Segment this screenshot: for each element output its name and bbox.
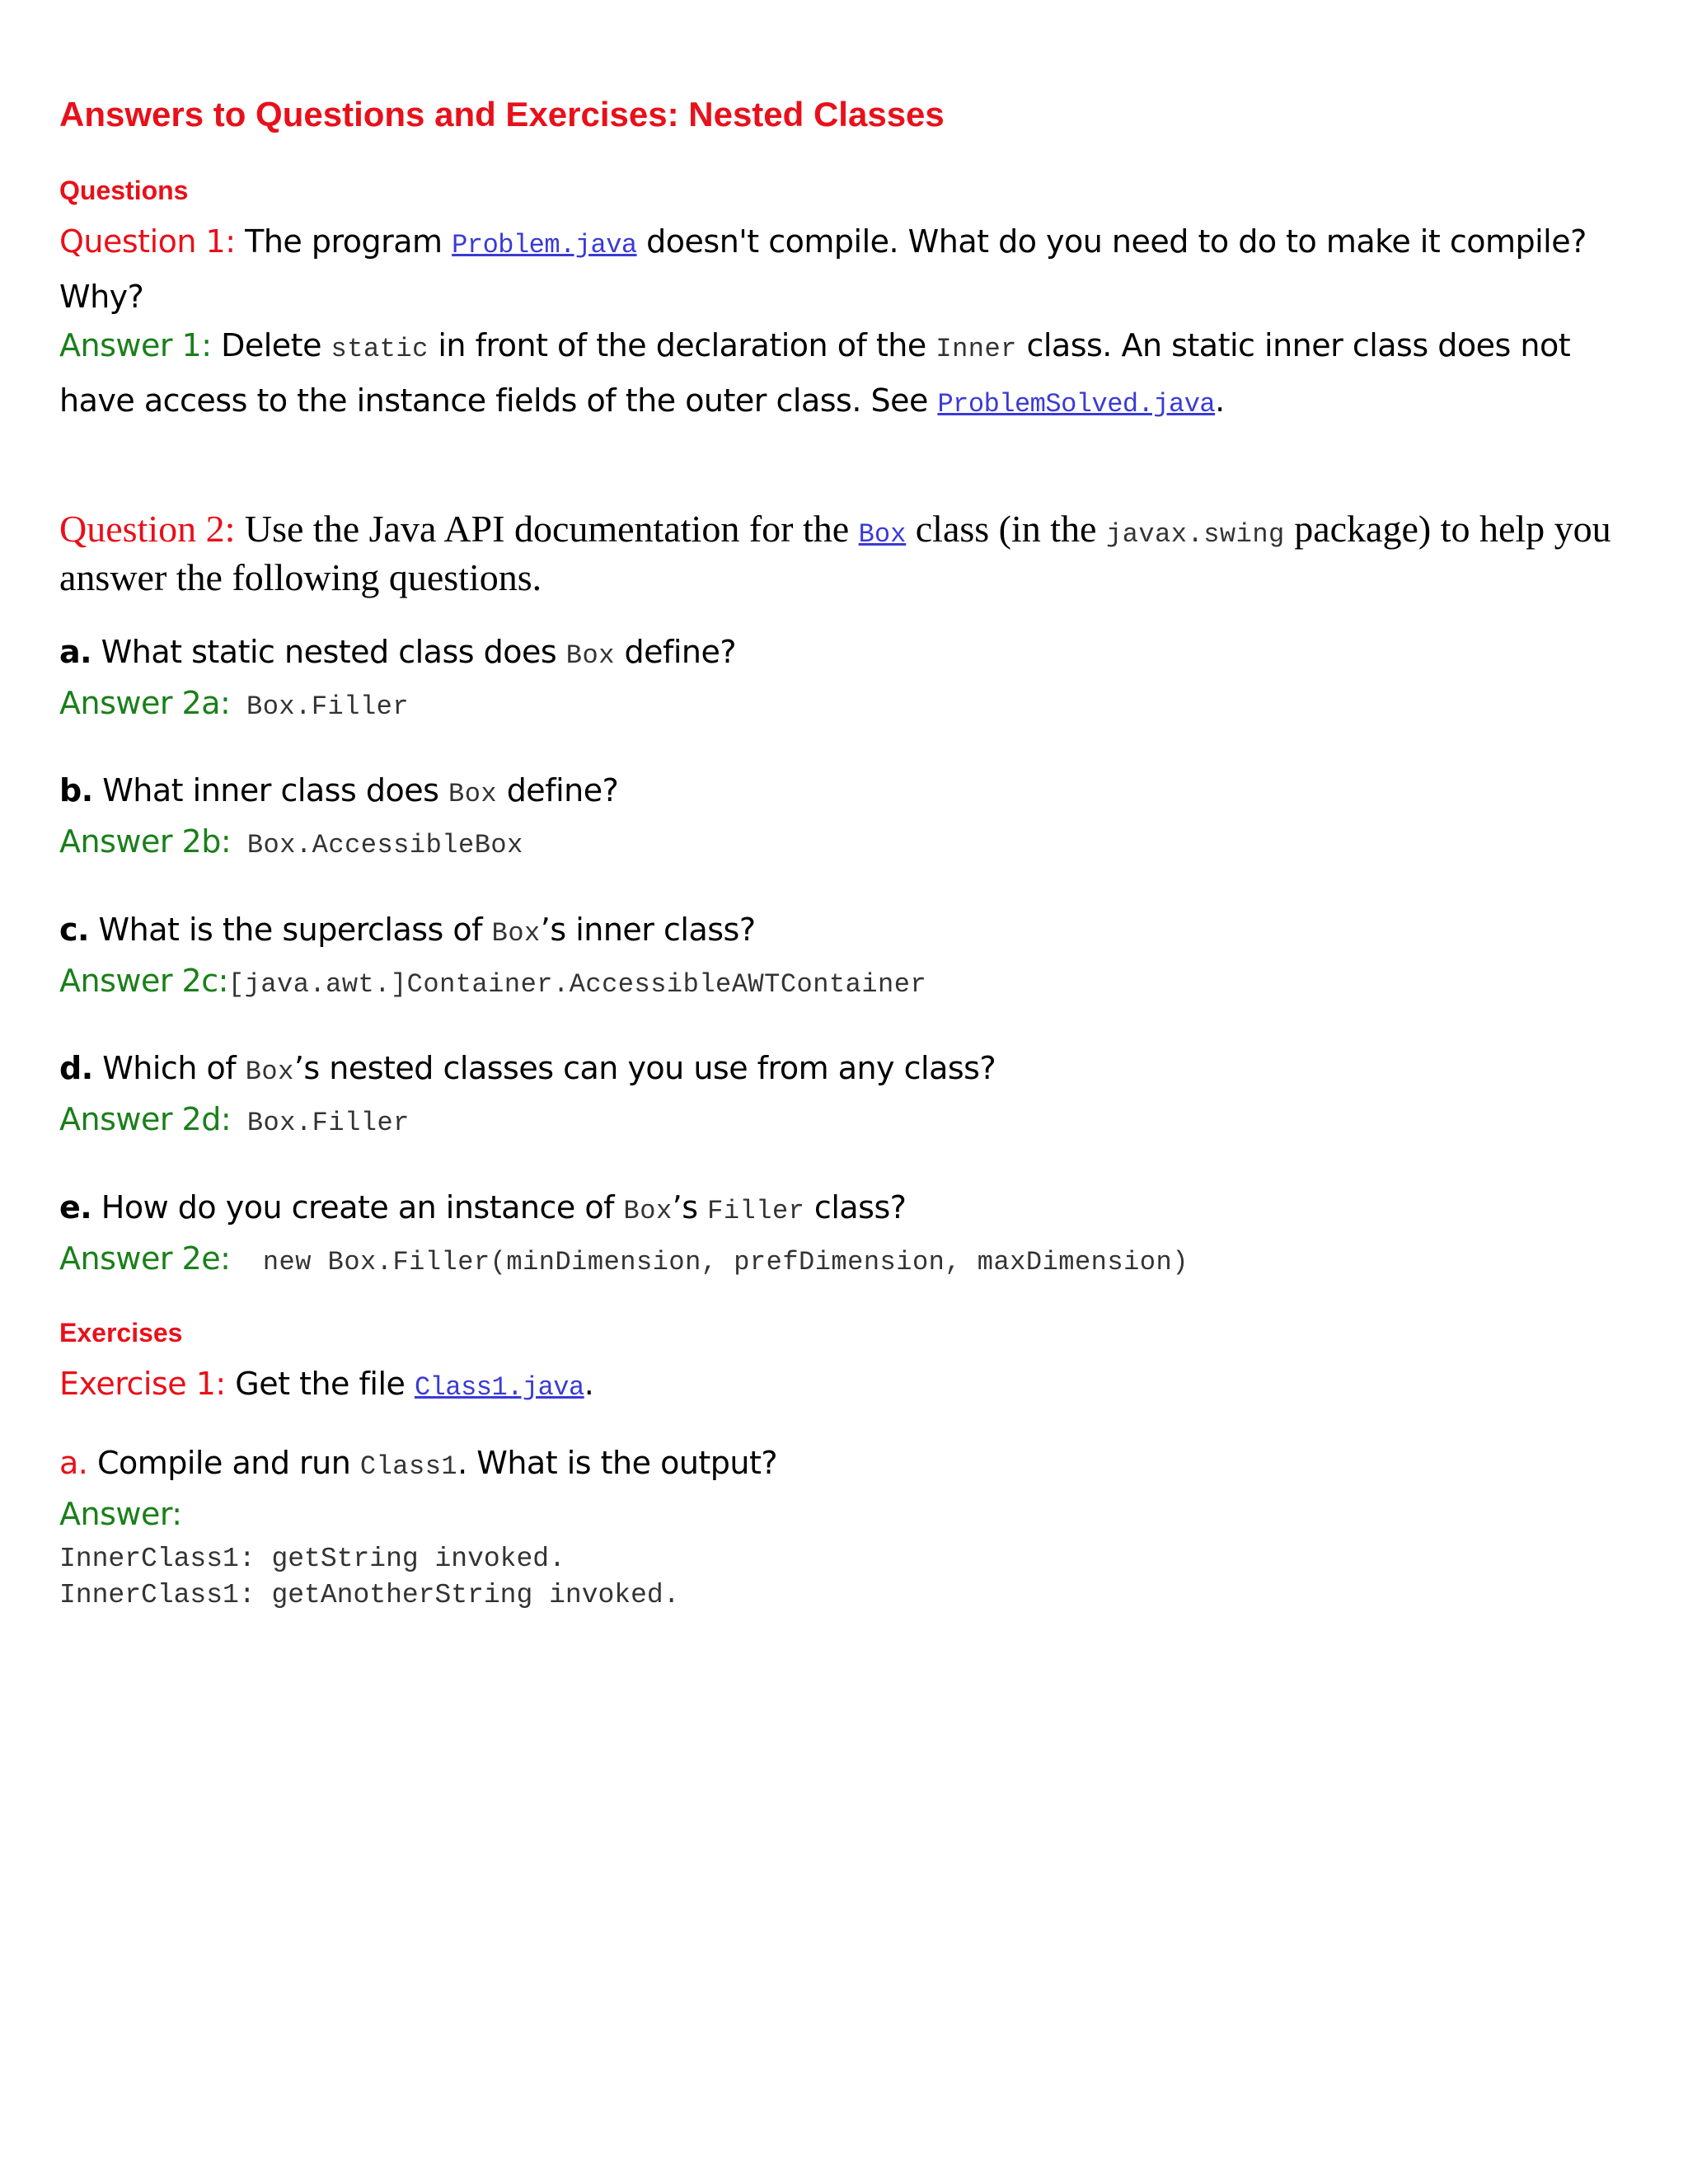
answer-2a-code: Box.Filler xyxy=(230,691,410,722)
answer-2b xyxy=(59,816,1629,871)
code-inner: Inner xyxy=(935,334,1017,364)
code-box: Box xyxy=(491,918,541,949)
answer-2e xyxy=(59,1233,1629,1288)
question-1 xyxy=(59,216,1629,323)
question-1-label: Question 1: xyxy=(59,223,236,260)
answer-2d-label: Answer 2d: xyxy=(59,1101,232,1137)
code-box: Box xyxy=(245,1057,294,1087)
question-2e-letter: e. xyxy=(59,1189,92,1226)
question-2-label: Question 2: xyxy=(59,508,236,550)
output-line: InnerClass1: getString invoked. xyxy=(59,1544,565,1574)
code-box: Box xyxy=(623,1196,673,1226)
exercise-1a-letter: a. xyxy=(59,1445,88,1481)
question-1-text-cont: doesn't compile. What do you need to do to make it compile? Why? xyxy=(59,223,1587,315)
answer-2d xyxy=(59,1094,1629,1149)
code-box: Box xyxy=(565,640,615,671)
question-2c xyxy=(59,904,1629,959)
answer-1-text: Delete xyxy=(211,327,331,363)
question-2e-text-c: class? xyxy=(804,1189,907,1226)
code-box: Box xyxy=(448,779,498,809)
answer-2a-label: Answer 2a: xyxy=(59,685,231,721)
question-2-text-c: package) to help you answer the following questions. xyxy=(59,508,1611,598)
question-2a xyxy=(59,626,1629,682)
question-2b-text: What inner class does xyxy=(92,772,448,808)
question-2 xyxy=(59,508,1629,599)
question-2e-text-b: ’s xyxy=(672,1189,708,1226)
code-filler: Filler xyxy=(707,1196,805,1226)
question-2c-letter: c. xyxy=(59,912,89,948)
program-output xyxy=(59,1541,1629,1614)
question-2b-letter: b. xyxy=(59,772,93,808)
box-link[interactable]: Box xyxy=(858,519,907,550)
question-2d-text-b: ’s nested classes can you use from any class? xyxy=(293,1050,996,1086)
exercise-1a-text-b: . What is the output? xyxy=(457,1445,778,1481)
answer-2c xyxy=(59,955,1629,1010)
question-2a-text-b: define? xyxy=(614,634,737,670)
answer-2c-code: [java.awt.]Container.AccessibleAWTContainer xyxy=(227,969,927,1000)
exercise-1a xyxy=(59,1437,1629,1493)
exercises-heading: Exercises xyxy=(59,1318,183,1347)
answer-2b-label: Answer 2b: xyxy=(59,823,232,860)
questions-heading: Questions xyxy=(59,176,189,205)
question-2-text-b: class (in the xyxy=(906,508,1106,550)
exercise-1-text-b: . xyxy=(584,1366,594,1402)
exercise-1a-answer xyxy=(59,1488,1629,1540)
question-2a-letter: a. xyxy=(59,634,92,670)
answer-2c-label: Answer 2c: xyxy=(59,963,228,999)
answer-2e-code: new Box.Filler(minDimension, prefDimension, maxDimension) xyxy=(230,1247,1189,1277)
question-2d xyxy=(59,1043,1629,1098)
question-1-text: The program xyxy=(235,223,452,260)
exercise-1-label: Exercise 1: xyxy=(59,1366,226,1402)
answer-2e-label: Answer 2e: xyxy=(59,1240,231,1277)
answer-1 xyxy=(59,320,1629,430)
answer-1-text-d: . xyxy=(1215,382,1225,419)
code-javax-swing: javax.swing xyxy=(1105,519,1285,550)
answer-1-text-b: in front of the declaration of the xyxy=(428,327,936,363)
question-2d-text: Which of xyxy=(92,1050,246,1086)
question-2e-text: How do you create an instance of xyxy=(91,1189,624,1226)
page-title: Answers to Questions and Exercises: Nested Classes xyxy=(59,95,945,134)
class1-java-link[interactable]: Class1.java xyxy=(414,1372,584,1403)
answer-2a xyxy=(59,677,1629,733)
question-2-text: Use the Java API documentation for the xyxy=(235,508,859,550)
answer-1-text-c: class. An static inner class does not have access to the instance fields of the outer class. See xyxy=(59,327,1571,419)
code-static: static xyxy=(331,334,429,364)
question-2d-letter: d. xyxy=(59,1050,93,1086)
problem-java-link[interactable]: Problem.java xyxy=(452,230,637,260)
problem-solved-java-link[interactable]: ProblemSolved.java xyxy=(937,389,1216,419)
exercise-1a-text: Compile and run xyxy=(87,1445,360,1481)
output-line: InnerClass1: getAnotherString invoked. xyxy=(59,1580,680,1610)
question-2a-text: What static nested class does xyxy=(91,634,566,670)
question-2e xyxy=(59,1182,1629,1237)
answer-2b-code: Box.AccessibleBox xyxy=(231,830,523,860)
answer-1-label: Answer 1: xyxy=(59,327,212,363)
question-2c-text: What is the superclass of xyxy=(88,912,492,948)
exercise-1a-answer-label: Answer: xyxy=(59,1496,182,1532)
question-2c-text-b: ’s inner class? xyxy=(540,912,756,948)
exercise-1 xyxy=(59,1358,1629,1413)
exercise-1-text: Get the file xyxy=(225,1366,415,1402)
answer-2d-code: Box.Filler xyxy=(231,1108,410,1138)
code-class1: Class1 xyxy=(359,1451,458,1482)
question-2b xyxy=(59,765,1629,820)
question-2b-text-b: define? xyxy=(497,772,619,808)
